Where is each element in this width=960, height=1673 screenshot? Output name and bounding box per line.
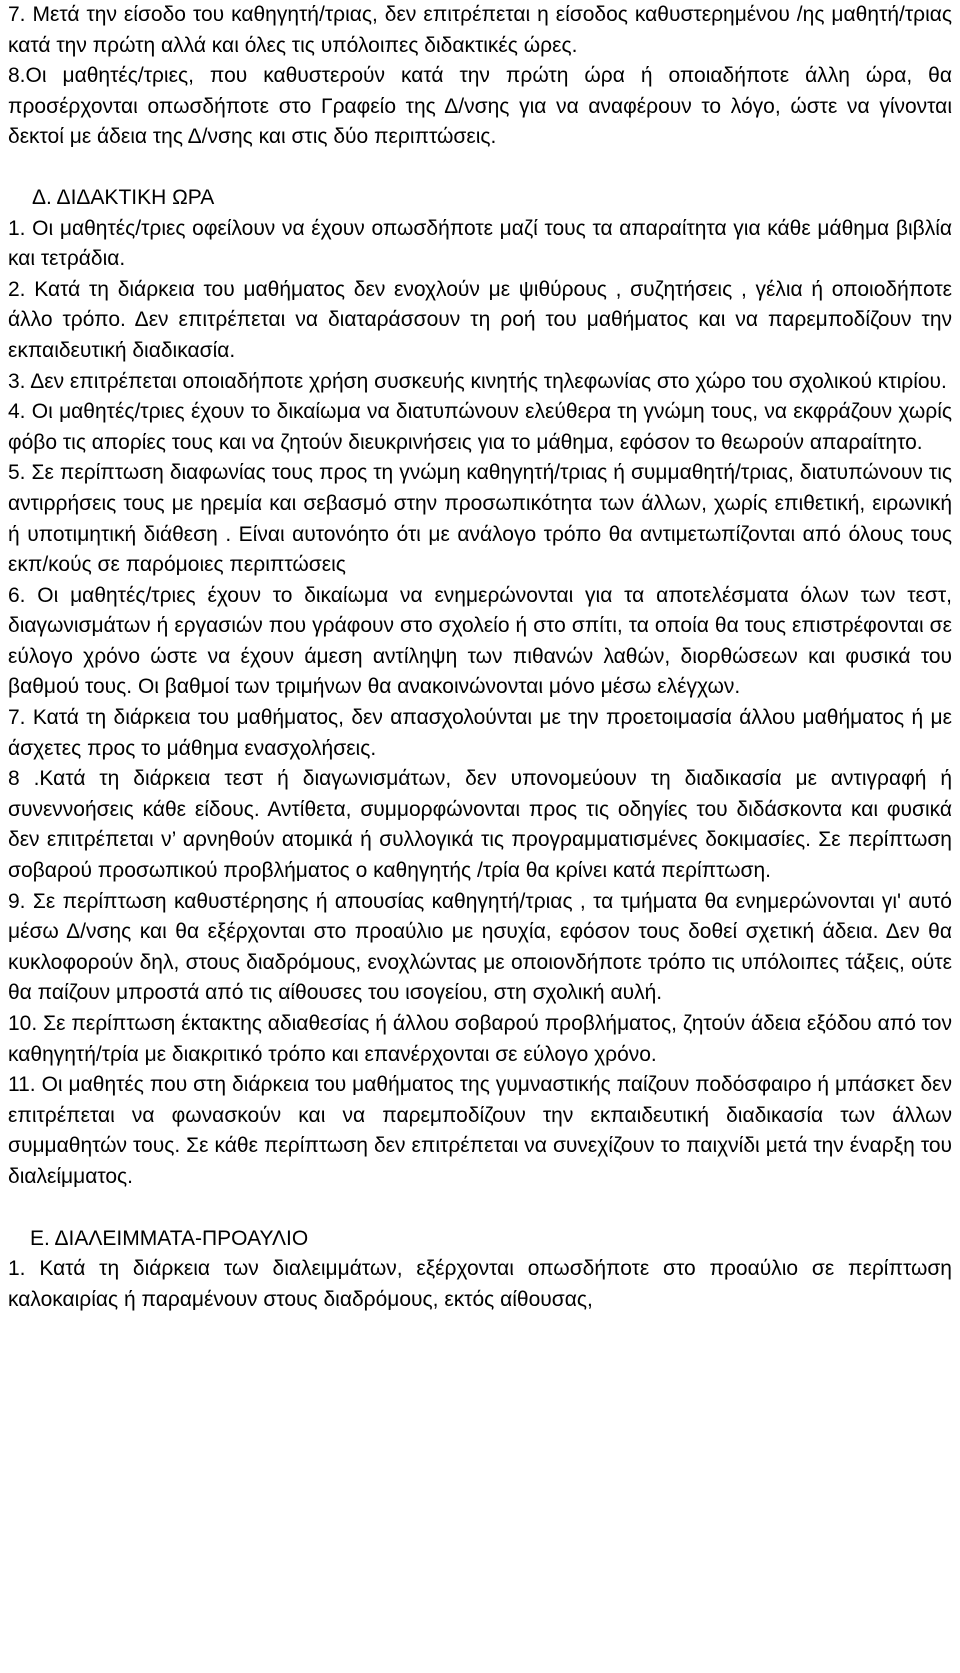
section-d-heading: Δ. ΔΙΔΑΚΤΙΚΗ ΩΡΑ	[32, 185, 215, 209]
document-page	[8, 0, 952, 1315]
section-d-item-9: 9. Σε περίπτωση καθυστέρησης ή απουσίας καθηγητή/τριας , τα τμήματα θα ενημερώνονται γι' αυτό μέσω Δ/νσης και θα εξέρχονται στο προαύλιο με ησυχία, εφόσον τους δοθεί σχετική άδεια. Δεν θα κυκλοφορούν δηλ, στους διαδρόμους, ενοχλώντας με οποιονδήποτε τρόπο τις υπόλοιπες τάξεις, ούτε θα παίζουν μπροστά από τις αίθουσες του ισογείου, στη σχολική αυλή.	[8, 889, 952, 1005]
spacer	[8, 1193, 952, 1224]
section-d-item-1: 1. Οι μαθητές/τριες οφείλουν να έχουν οπωσδήποτε μαζί τους τα απαραίτητα για κάθε μάθημα βιβλία και τετράδια.	[8, 216, 952, 271]
section-d-item-2: 2. Κατά τη διάρκεια του μαθήματος δεν ενοχλούν με ψιθύρους , συζητήσεις , γέλια ή οποιοδήποτε άλλο τρόπο. Δεν επιτρέπεται να διαταράσσουν τη ροή του μαθήματος και να παρεμποδίζουν την εκπαιδευτική διαδικασία.	[8, 277, 952, 362]
section-d-item-10: 10. Σε περίπτωση έκτακτης αδιαθεσίας ή άλλου σοβαρού προβλήματος, ζητούν άδεια εξόδου από τον καθηγητή/τρία με διακριτικό τρόπο και επανέρχονται σε εύλογο χρόνο.	[8, 1012, 952, 1066]
section-d-item-3: 3. Δεν επιτρέπεται οποιαδήποτε χρήση συσκευής κινητής τηλεφωνίας στο χώρο του σχολικού κτιρίου.	[8, 369, 947, 393]
section-d-item-11: 11. Οι μαθητές που στη διάρκεια του μαθήματος της γυμναστικής παίζουν ποδόσφαιρο ή μπάσκετ δεν επιτρέπεται να φωνασκούν και να παρεμποδίζουν την εκπαιδευτική διαδικασία των άλλων συμμαθητών τους. Σε κάθε περίπτωση δεν επιτρέπεται να συνεχίζουν το παιχνίδι μετά την έναρξη του διαλείμματος.	[8, 1073, 952, 1188]
section-d-item-8: 8 .Κατά τη διάρκεια τεστ ή διαγωνισμάτων, δεν υπονομεύουν τη διαδικασία με αντιγραφή ή συνεννοήσεις κάθε είδους. Αντίθετα, συμμορφώνονται προς τις οδηγίες του διδάσκοντα και φυσικά δεν επιτρέπεται ν’ αρνηθούν ατομικά ή συλλογικά τις προγραμματισμένες δοκιμασίες. Σε περίπτωση σοβαρού προσωπικού προβλήματος ο καθηγητής /τρία θα κρίνει κατά περίπτωση.	[8, 767, 952, 883]
intro-paragraph-7: 7. Μετά την είσοδο του καθηγητή/τριας, δεν επιτρέπεται η είσοδος καθυστερημένου /ης μαθητή/τριας κατά την πρώτη αλλά και όλες τις υπόλοιπες διδακτικές ώρες.	[8, 3, 952, 57]
section-e-heading: Ε. ΔΙΑΛΕΙΜΜΑΤΑ-ΠΡΟΑΥΛΙΟ	[30, 1226, 309, 1250]
section-d-item-6: 6. Οι μαθητές/τριες έχουν το δικαίωμα να ενημερώνονται για τα αποτελέσματα όλων των τεστ, διαγωνισμάτων ή εργασιών που γράφουν στο σχολείο ή στο σπίτι, τα οποία θα τους επιστρέφονται σε εύλογο χρόνο ώστε να έχουν άμεση αντίληψη των πιθανών λαθών, διορθώσεων και φυσικά του βαθμού τους. Οι βαθμοί των τριμήνων θα ανακοινώνονται μόνο μέσω ελέγχων.	[8, 583, 952, 699]
section-d-item-5: 5. Σε περίπτωση διαφωνίας τους προς τη γνώμη καθηγητή/τριας ή συμμαθητή/τριας, διατυπώνουν τις αντιρρήσεις τους με ηρεμία και σεβασμό στην προσωπικότητα των άλλων, χωρίς επιθετική, ειρωνική ή υποτιμητική διάθεση . Είναι αυτονόητο ότι με ανάλογο τρόπο θα αντιμετωπίζονται από όλους τους εκπ/κούς σε παρόμοιες περιπτώσεις	[8, 461, 952, 577]
section-d-item-4: 4. Οι μαθητές/τριες έχουν το δικαίωμα να διατυπώνουν ελεύθερα τη γνώμη τους, να εκφράζουν χωρίς φόβο τις απορίες τους και να ζητούν διευκρινήσεις για το μάθημα, εφόσον το θεωρούν απαραίτητο.	[8, 400, 952, 454]
intro-paragraph-8: 8.Οι μαθητές/τριες, που καθυστερούν κατά την πρώτη ώρα ή οποιαδήποτε άλλη ώρα, θα προσέρχονται οπωσδήποτε στο Γραφείο της Δ/νσης για να αναφέρουν το λόγο, ώστε να γίνονται δεκτοί με άδεια της Δ/νσης και στις δύο περιπτώσεις.	[8, 64, 952, 149]
section-d-item-7: 7. Κατά τη διάρκεια του μαθήματος, δεν απασχολούνται με την προετοιμασία άλλου μαθήματος ή με άσχετες προς το μάθημα ενασχολήσεις.	[8, 706, 952, 760]
spacer	[8, 153, 952, 183]
section-e-item-1: 1. Κατά τη διάρκεια των διαλειμμάτων, εξέρχονται οπωσδήποτε στο προαύλιο σε περίπτωση καλοκαιρίας ή παραμένουν στους διαδρόμους, εκτός αίθουσας,	[8, 1257, 952, 1311]
